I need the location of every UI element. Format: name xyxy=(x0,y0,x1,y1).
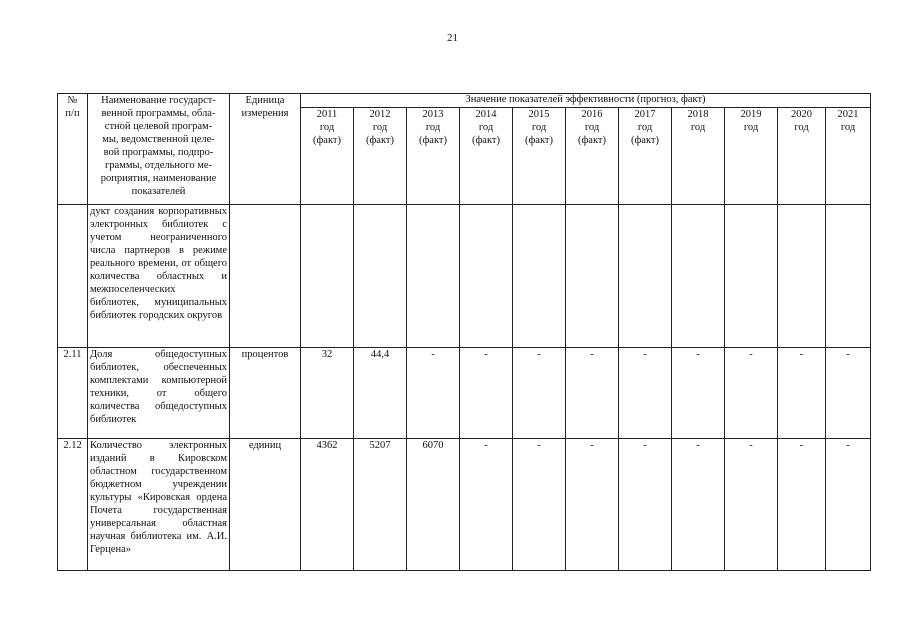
table-row xyxy=(58,348,871,439)
value-cell: - xyxy=(778,348,826,439)
value-cell xyxy=(672,205,725,348)
value-cell: - xyxy=(566,348,619,439)
value-cell: 4362 xyxy=(301,439,354,571)
value-cell xyxy=(619,205,672,348)
value-cell xyxy=(513,205,566,348)
table-row xyxy=(58,205,871,348)
header-year-2015: 2015 год (факт) xyxy=(513,108,566,205)
value-cell xyxy=(566,205,619,348)
value-cell xyxy=(301,205,354,348)
value-cell: 32 xyxy=(301,348,354,439)
value-cell: - xyxy=(407,348,460,439)
header-unit: Единица измерения xyxy=(230,94,301,205)
value-cell: - xyxy=(460,348,513,439)
value-cell: - xyxy=(513,439,566,571)
value-cell xyxy=(826,205,871,348)
value-cell: - xyxy=(619,348,672,439)
value-cell: 44,4 xyxy=(354,348,407,439)
value-cell: - xyxy=(725,348,778,439)
value-cell: - xyxy=(566,439,619,571)
row-unit: единиц xyxy=(230,439,301,571)
value-cell: - xyxy=(672,348,725,439)
header-name: Наименование государст- венной программы, обла- стной целевой програм- мы, ведомственной целе- вой программы, подпро- граммы, отдельного ме- роприятия, наименование показателей xyxy=(88,94,230,205)
value-cell: - xyxy=(778,439,826,571)
value-cell xyxy=(354,205,407,348)
value-cell xyxy=(778,205,826,348)
row-indicator-name: Количество электронных изданий в Кировском областном государственном бюджетном учреждении культуры «Кировская ордена Почета государственная универсальная областная научная библиотека им. А.И. Герцена» xyxy=(88,439,230,571)
row-unit: процентов xyxy=(230,348,301,439)
header-num: № п/п xyxy=(58,94,88,205)
row-indicator-name: дукт создания корпоративных электронных библиотек с учетом неограниченного числа партнеров в режиме реального времени, от общего количества областных и межпоселенческих библиотек, муниципальных библиотек городских округов xyxy=(88,205,230,348)
value-cell xyxy=(460,205,513,348)
table-row xyxy=(58,439,871,571)
value-cell xyxy=(407,205,460,348)
value-cell: - xyxy=(619,439,672,571)
value-cell: - xyxy=(826,439,871,571)
header-year-2016: 2016 год (факт) xyxy=(566,108,619,205)
header-values-group: Значение показателей эффективности (прогноз, факт) xyxy=(301,94,871,108)
value-cell: 6070 xyxy=(407,439,460,571)
header-year-2019: 2019 год xyxy=(725,108,778,205)
value-cell: - xyxy=(826,348,871,439)
header-year-2021: 2021 год xyxy=(826,108,871,205)
row-unit xyxy=(230,205,301,348)
value-cell: - xyxy=(672,439,725,571)
row-num: 2.12 xyxy=(58,439,88,571)
row-num xyxy=(58,205,88,348)
value-cell: 5207 xyxy=(354,439,407,571)
header-year-2011: 2011 год (факт) xyxy=(301,108,354,205)
row-indicator-name: Доля общедоступных библиотек, обеспеченных комплектами компьютерной техники, от общего количества общедоступных библиотек xyxy=(88,348,230,439)
page-number: 21 xyxy=(447,32,458,44)
header-year-2017: 2017 год (факт) xyxy=(619,108,672,205)
value-cell xyxy=(725,205,778,348)
header-year-2013: 2013 год (факт) xyxy=(407,108,460,205)
value-cell: - xyxy=(513,348,566,439)
header-year-2020: 2020 год xyxy=(778,108,826,205)
header-year-2012: 2012 год (факт) xyxy=(354,108,407,205)
indicators-table xyxy=(57,93,871,571)
header-year-2018: 2018 год xyxy=(672,108,725,205)
header-year-2014: 2014 год (факт) xyxy=(460,108,513,205)
row-num: 2.11 xyxy=(58,348,88,439)
value-cell: - xyxy=(725,439,778,571)
value-cell: - xyxy=(460,439,513,571)
